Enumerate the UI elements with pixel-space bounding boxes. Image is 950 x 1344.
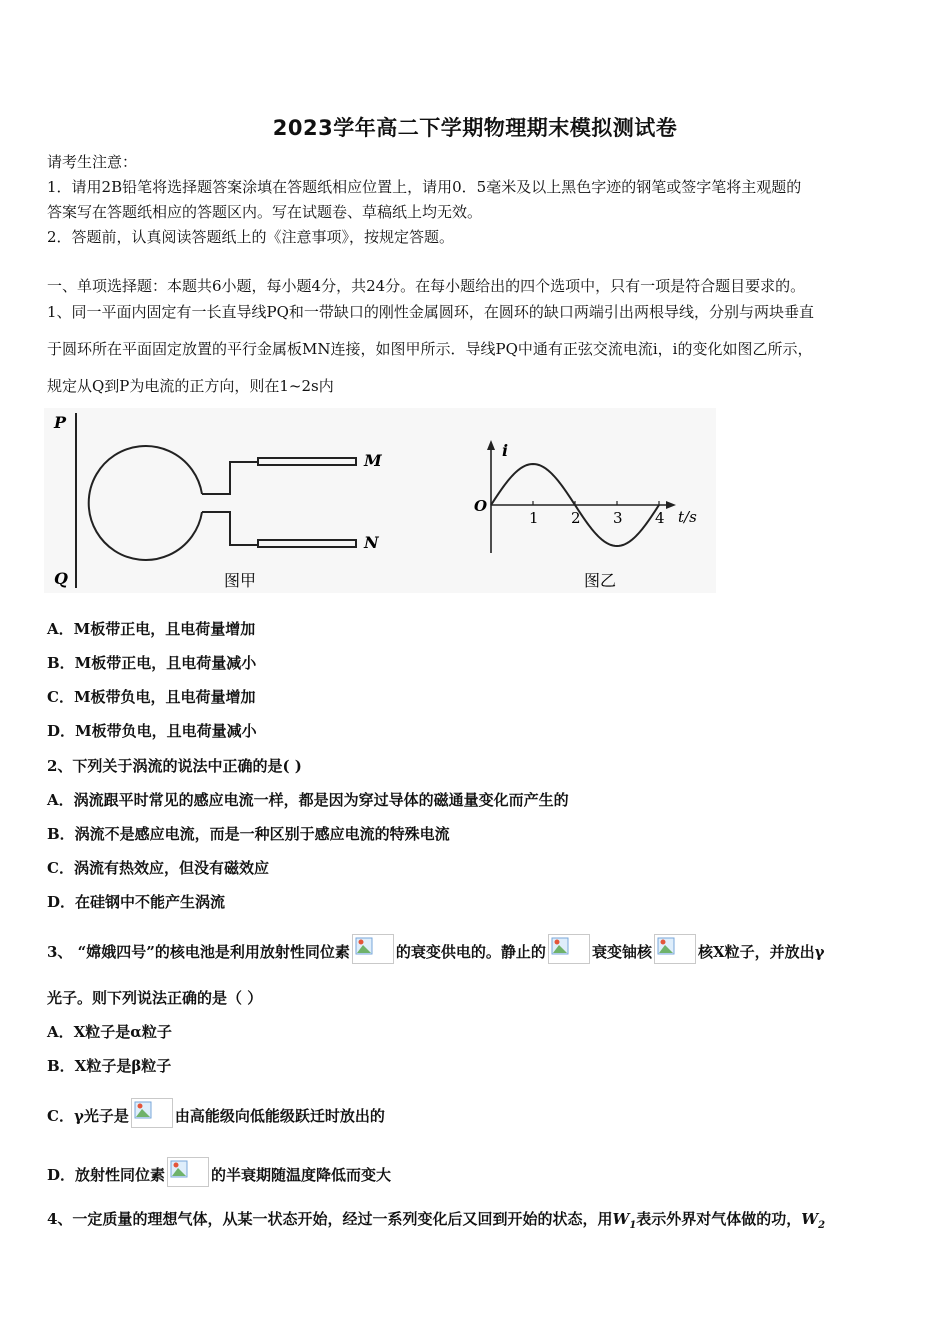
q3-option-b: B．X粒子是β粒子: [47, 1057, 172, 1075]
x-tick-label: 4: [655, 509, 665, 527]
caption-left: 图甲: [224, 571, 257, 590]
caption-right: 图乙: [584, 571, 617, 590]
lead-to-n: [202, 512, 258, 545]
q1-stem-line2: 于圆环所在平面固定放置的平行金属板MN连接，如图甲所示．导线PQ中通有正弦交流电流i，i的变化如图乙所示，: [47, 340, 813, 358]
q4-w2-letter: W: [801, 1210, 819, 1228]
label-m: M: [364, 451, 382, 470]
q4-w1-sub: 1: [629, 1220, 637, 1231]
formula-image-icon: [167, 1157, 209, 1187]
q2-option-b: B．涡流不是感应电流，而是一种区别于感应电流的特殊电流: [47, 825, 450, 843]
q2-option-a: A．涡流跟平时常见的感应电流一样，都是因为穿过导体的磁通量变化而产生的: [47, 791, 569, 809]
q4-w1-letter: W: [612, 1210, 630, 1228]
q3-option-c-part-b: 由高能级向低能级跃迁时放出的: [174, 1107, 385, 1125]
x-tick-label: 1: [529, 509, 539, 527]
q4-text-a: 4、一定质量的理想气体，从某一状态开始，经过一系列变化后又回到开始的状态，用: [47, 1210, 613, 1228]
x-tick-label: 3: [613, 509, 623, 527]
notice-item-1a: 1．请用2B铅笔将选择题答案涂填在答题纸相应位置上，请用0．5毫米及以上黑色字迹的钢笔或签字笔将主观题的: [47, 178, 802, 196]
q3-option-c: [47, 1102, 385, 1132]
axis-label-o: O: [474, 497, 488, 515]
label-n: N: [364, 533, 379, 552]
formula-image-icon: [654, 934, 696, 964]
q1-option-d: D．M板带负电，且电荷量减小: [47, 722, 257, 740]
q3-option-d-part-b: 的半衰期随温度降低而变大: [211, 1166, 392, 1184]
section-heading: 一、单项选择题：本题共6小题，每小题4分，共24分。在每小题给出的四个选项中，只有一项是符合题目要求的。: [47, 277, 806, 295]
q3-stem-part-d: 核X粒子，并放出γ: [697, 943, 825, 961]
q3-option-d: [47, 1161, 391, 1191]
formula-image-icon: [548, 934, 590, 964]
q1-stem-line1: 1、同一平面内固定有一长直导线PQ和一带缺口的刚性金属圆环，在圆环的缺口两端引出两根导线，分别与两块垂直: [47, 303, 814, 321]
q3-stem-part-c: 衰变铀核: [591, 943, 652, 961]
figure-a-circuit: [76, 413, 356, 588]
q1-stem-line3: 规定从Q到P为电流的正方向，则在1~2s内: [47, 377, 334, 395]
figure-b-graph: [487, 440, 676, 553]
notice-header: 请考生注意：: [47, 153, 138, 171]
formula-image-icon: [131, 1098, 173, 1128]
q4-w1: [612, 1210, 637, 1231]
page-title: 2023学年高二下学期物理期末模拟测试卷: [272, 116, 678, 140]
q2-option-d: D．在硅钢中不能产生涡流: [47, 893, 226, 911]
q1-option-a: A．M板带正电，且电荷量增加: [47, 620, 256, 638]
q3-stem-part-a: 3、 “嫦娥四号”的核电池是利用放射性同位素: [47, 943, 350, 961]
q1-option-c: C．M板带负电，且电荷量增加: [47, 688, 256, 706]
axis-label-i: i: [502, 441, 509, 460]
axis-label-t: t/s: [678, 508, 697, 526]
q2-option-c: C．涡流有热效应，但没有磁效应: [47, 859, 269, 877]
notice-item-2: 2．答题前，认真阅读答题纸上的《注意事项》，按规定答题。: [47, 228, 455, 246]
q2-stem: 2、下列关于涡流的说法中正确的是( ): [47, 757, 302, 775]
plate-m: [258, 458, 356, 465]
notice-item-1b: 答案写在答题纸相应的答题区内。写在试题卷、草稿纸上均无效。: [47, 203, 483, 221]
y-axis-arrow: [487, 440, 495, 450]
q1-option-b: B．M板带正电，且电荷量减小: [47, 654, 257, 672]
metal-ring: [89, 446, 202, 560]
q3-option-a: A．X粒子是α粒子: [47, 1023, 172, 1041]
lead-to-m: [202, 462, 258, 494]
plate-n: [258, 540, 356, 547]
q3-option-d-part-a: D．放射性同位素: [47, 1166, 166, 1184]
q3-stem-end: 光子。则下列说法正确的是（ ）: [47, 989, 263, 1007]
q3-stem: [47, 938, 825, 968]
label-p: P: [54, 413, 67, 432]
q3-option-c-part-a: C．γ光子是: [47, 1107, 129, 1125]
x-tick-label: 2: [571, 509, 581, 527]
q4-text-b: 表示外界对气体做的功，: [636, 1210, 802, 1228]
q4-w2: [801, 1210, 826, 1231]
label-q: Q: [54, 569, 68, 588]
q4-w2-sub: 2: [818, 1220, 826, 1231]
q3-stem-part-b: 的衰变供电的。静止的: [395, 943, 546, 961]
q1-figure: [44, 408, 716, 593]
x-axis-arrow: [666, 501, 676, 509]
q4-stem: [47, 1209, 825, 1236]
formula-image-icon: [352, 934, 394, 964]
